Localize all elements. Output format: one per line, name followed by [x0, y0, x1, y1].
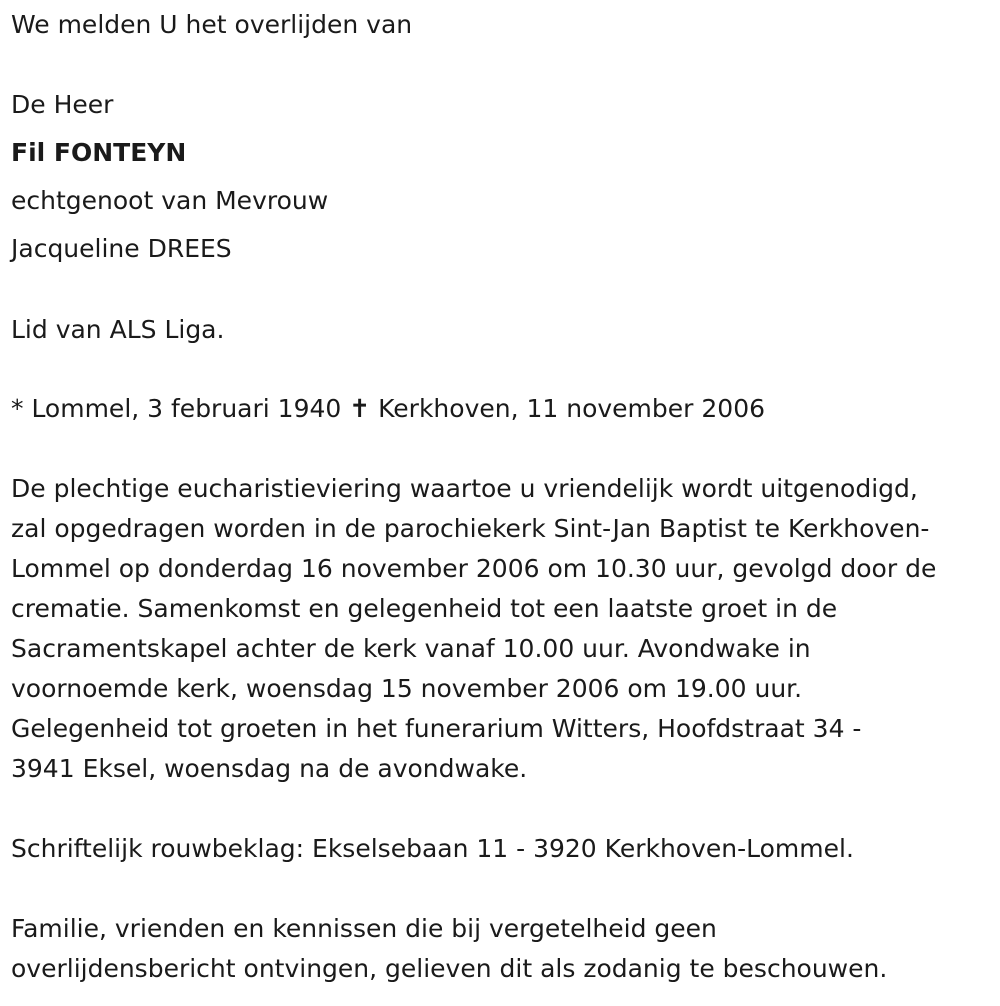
ceremony-line: 3941 Eksel, woensdag na de avondwake. — [11, 754, 528, 783]
closing-line: Familie, vrienden en kennissen die bij vergetelheid geen — [11, 914, 717, 943]
ceremony-line: Lommel op donderdag 16 november 2006 om 10.30 uur, gevolgd door de — [11, 554, 937, 583]
birth-death-line: * Lommel, 3 februari 1940 ✝ Kerkhoven, 11 november 2006 — [11, 394, 766, 423]
closing-paragraph — [11, 909, 996, 989]
spouse-name: Jacqueline DREES — [11, 234, 232, 263]
ceremony-line: zal opgedragen worden in de parochiekerk Sint-Jan Baptist te Kerkhoven- — [11, 514, 930, 543]
condolence-address: Schriftelijk rouwbeklag: Ekselsebaan 11 - 3920 Kerkhoven-Lommel. — [11, 834, 854, 863]
spouse-label: echtgenoot van Mevrouw — [11, 186, 329, 215]
ceremony-line: voornoemde kerk, woensdag 15 november 2006 om 19.00 uur. — [11, 674, 803, 703]
ceremony-line: Gelegenheid tot groeten in het funerarium Witters, Hoofdstraat 34 - — [11, 714, 862, 743]
deceased-name: Fil FONTEYN — [11, 138, 187, 167]
ceremony-paragraph — [11, 469, 996, 789]
ceremony-line: Sacramentskapel achter de kerk vanaf 10.00 uur. Avondwake in — [11, 634, 811, 663]
intro-text: We melden U het overlijden van — [11, 10, 413, 39]
salutation: De Heer — [11, 90, 114, 119]
ceremony-line: De plechtige eucharistieviering waartoe u vriendelijk wordt uitgenodigd, — [11, 474, 918, 503]
closing-line: overlijdensbericht ontvingen, gelieven dit als zodanig te beschouwen. — [11, 954, 888, 983]
ceremony-line: crematie. Samenkomst en gelegenheid tot een laatste groet in de — [11, 594, 838, 623]
membership-text: Lid van ALS Liga. — [11, 315, 225, 344]
